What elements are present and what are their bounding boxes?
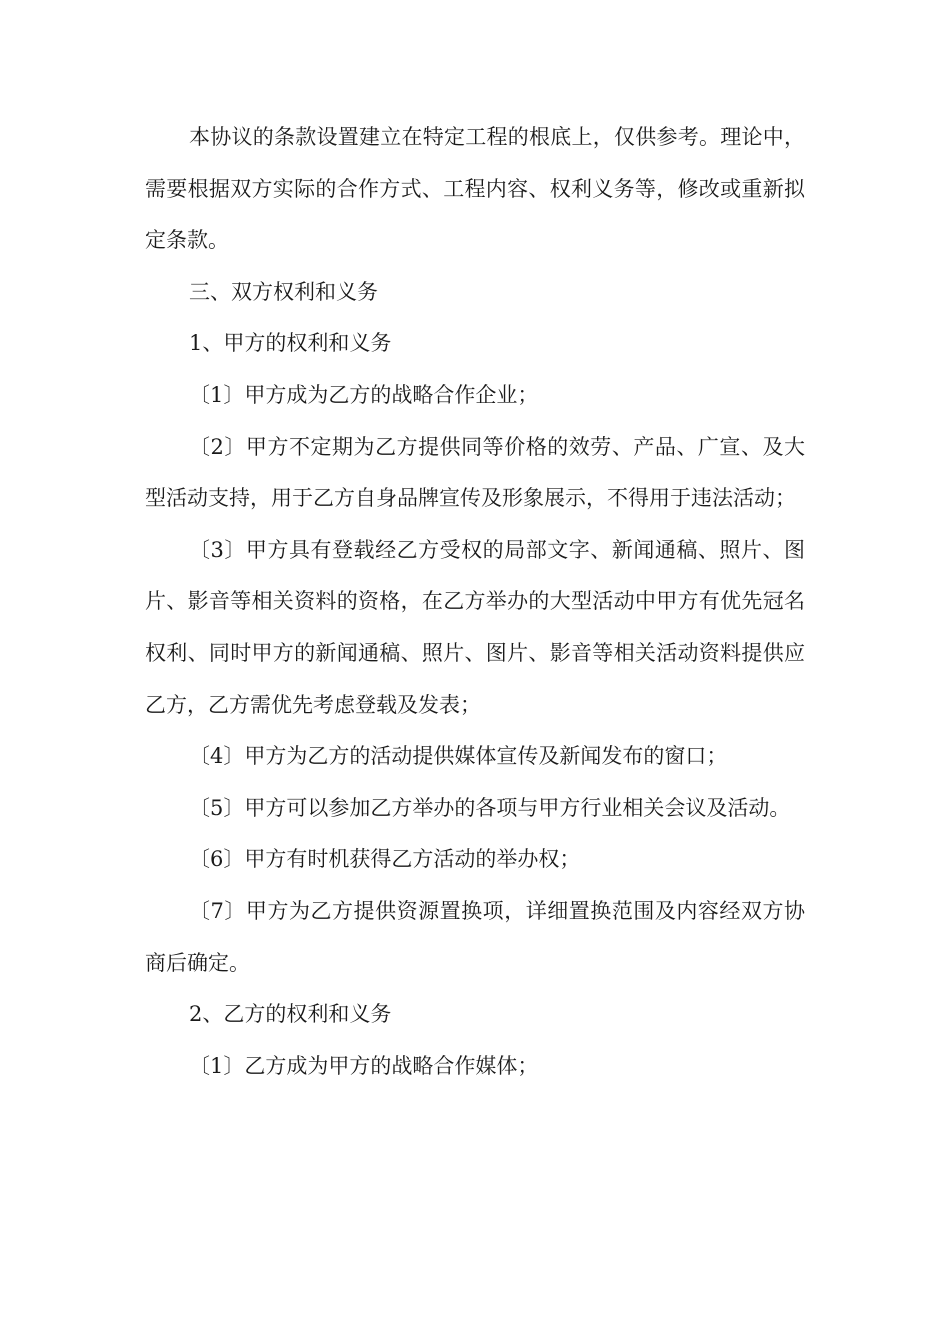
intro-paragraph: 本协议的条款设置建立在特定工程的根底上，仅供参考。理论中，需要根据双方实际的合作方式、工程内容、权利义务等，修改或重新拟定条款。: [145, 125, 805, 253]
clause-b-1: 〔1〕乙方成为甲方的战略合作媒体；: [189, 1053, 539, 1078]
clause-a-4: 〔4〕甲方为乙方的活动提供媒体宣传及新闻发布的窗口；: [189, 744, 728, 769]
subsection-heading-party-a: 1、甲方的权利和义务: [189, 331, 392, 356]
subsection-heading-party-b: 2、乙方的权利和义务: [189, 1002, 392, 1027]
clause-a-7: 〔7〕甲方为乙方提供资源置换项，详细置换范围及内容经双方协商后确定。: [145, 898, 805, 975]
section-heading-rights-obligations: 三、双方权利和义务: [189, 279, 378, 304]
clause-a-5: 〔5〕甲方可以参加乙方举办的各项与甲方行业相关会议及活动。: [189, 795, 791, 820]
clause-a-6: 〔6〕甲方有时机获得乙方活动的举办权；: [189, 847, 581, 872]
clause-a-3: 〔3〕甲方具有登载经乙方受权的局部文字、新闻通稿、照片、图片、影音等相关资料的资格，在乙方举办的大型活动中甲方有优先冠名权利、同时甲方的新闻通稿、照片、图片、影音等相关活动资料提供应乙方，乙方需优先考虑登载及发表；: [145, 537, 805, 717]
clause-a-2: 〔2〕甲方不定期为乙方提供同等价格的效劳、产品、广宣、及大型活动支持，用于乙方自身品牌宣传及形象展示，不得用于违法活动；: [145, 434, 805, 511]
document-body: [145, 112, 805, 1092]
clause-a-1: 〔1〕甲方成为乙方的战略合作企业；: [189, 382, 539, 407]
